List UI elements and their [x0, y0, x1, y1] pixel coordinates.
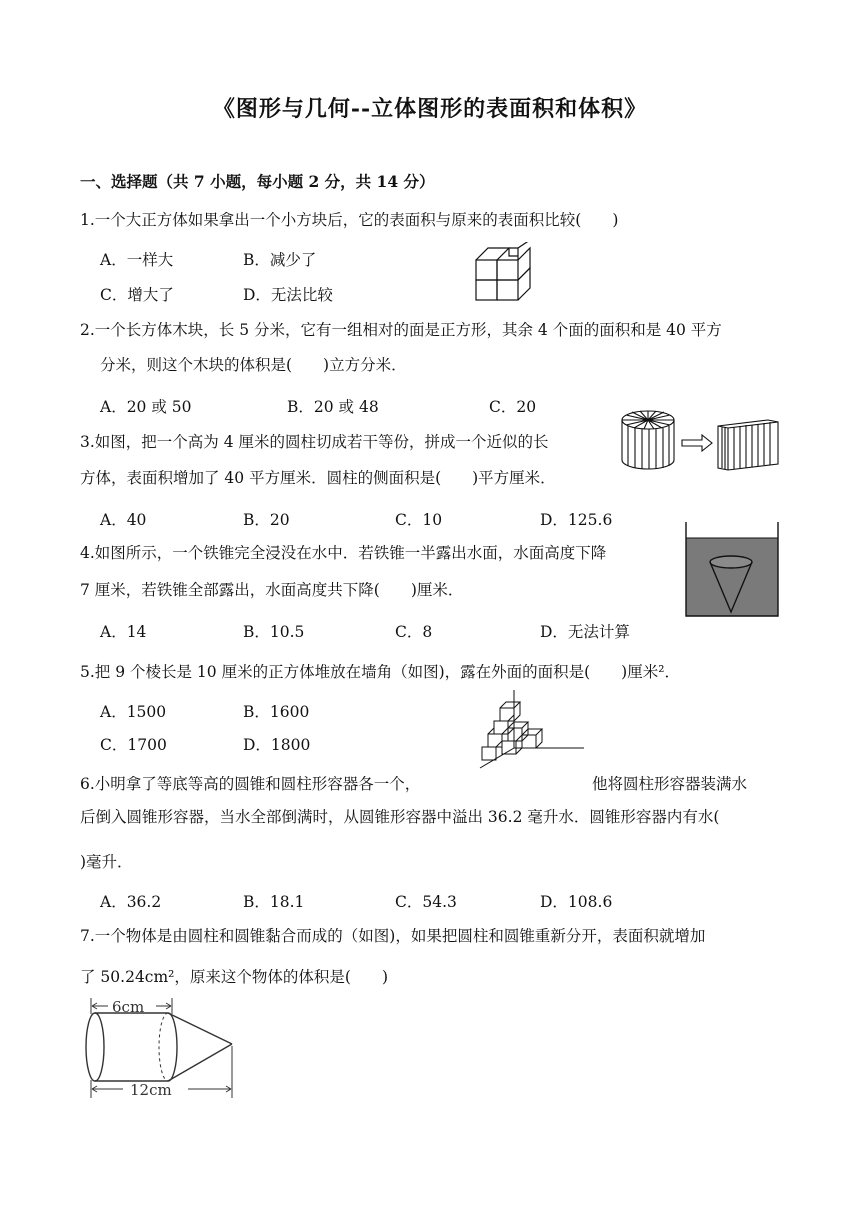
- q6-option-c[interactable]: C．54.3: [395, 893, 457, 911]
- question-4-line-2: 7 厘米，若铁锥全部露出，水面高度共下降( )厘米．: [80, 581, 464, 599]
- q4-option-c[interactable]: C．8: [395, 623, 433, 641]
- question-3-line-2: 方体，表面积增加了 40 平方厘米．圆柱的侧面积是( )平方厘米．: [80, 469, 556, 487]
- question-7-line-2: 了 50.24cm²，原来这个物体的体积是( ): [80, 968, 388, 986]
- stacked-cubes-corner-figure: [474, 688, 586, 770]
- question-2-line-2: 分米，则这个木块的体积是( )立方分米．: [100, 356, 407, 374]
- q5-option-c[interactable]: C．1700: [100, 736, 167, 754]
- page-title: 《图形与几何--立体图形的表面积和体积》: [212, 96, 648, 122]
- q2-option-b[interactable]: B．20 或 48: [287, 398, 379, 416]
- q1-option-b[interactable]: B．减少了: [243, 251, 317, 269]
- q1-option-c[interactable]: C．增大了: [100, 286, 174, 304]
- q4-option-d[interactable]: D．无法计算: [540, 623, 630, 641]
- question-6-line-2: 后倒入圆锥形容器，当水全部倒满时，从圆锥形容器中溢出 36.2 毫升水．圆锥形容器内有水(: [80, 808, 720, 826]
- q4-option-a[interactable]: A．14: [100, 623, 147, 641]
- q5-option-a[interactable]: A．1500: [100, 703, 167, 721]
- q1-option-d[interactable]: D．无法比较: [243, 286, 333, 304]
- q6-option-a[interactable]: A．36.2: [100, 893, 162, 911]
- question-1-text: 1.一个大正方体如果拿出一个小方块后，它的表面积与原来的表面积比较( ): [80, 211, 619, 229]
- q5-option-d[interactable]: D．1800: [243, 736, 311, 754]
- question-4-line-1: 4.如图所示，一个铁锥完全浸没在水中．若铁锥一半露出水面，水面高度下降: [80, 544, 607, 562]
- question-7-line-1: 7.一个物体是由圆柱和圆锥黏合而成的（如图)，如果把圆柱和圆锥重新分开，表面积就增加: [80, 927, 706, 945]
- question-6-line-1b: 他将圆柱形容器装满水: [592, 775, 748, 793]
- cylinder-to-cuboid-figure: [618, 406, 784, 474]
- question-5-text: 5.把 9 个棱长是 10 厘米的正方体堆放在墙角（如图)，露在外面的面积是( )厘米²．: [80, 663, 680, 681]
- question-3-line-1: 3.如图，把一个高为 4 厘米的圆柱切成若干等份，拼成一个近似的长: [80, 433, 549, 451]
- cone-in-water-figure: [683, 520, 783, 618]
- q3-option-b[interactable]: B．20: [243, 511, 290, 529]
- q3-option-c[interactable]: C．10: [395, 511, 443, 529]
- cylinder-cone-figure: [78, 994, 246, 1100]
- question-2-line-1: 2.一个长方体木块，长 5 分米，它有一组相对的面是正方形，其余 4 个面的面积和是 40 平方: [80, 321, 722, 339]
- q6-option-d[interactable]: D．108.6: [540, 893, 613, 911]
- q3-option-d[interactable]: D．125.6: [540, 511, 613, 529]
- q2-option-c[interactable]: C．20: [489, 398, 537, 416]
- cube-missing-block-figure: [472, 242, 542, 302]
- q6-option-b[interactable]: B．18.1: [243, 893, 305, 911]
- q5-option-b[interactable]: B．1600: [243, 703, 310, 721]
- question-6-line-3: )毫升．: [80, 853, 133, 871]
- label-6cm: 6cm: [112, 998, 145, 1016]
- section-heading: 一、选择题（共 7 小题，每小题 2 分，共 14 分）: [80, 172, 435, 191]
- q1-option-a[interactable]: A．一样大: [100, 251, 174, 269]
- q2-option-a[interactable]: A．20 或 50: [100, 398, 192, 416]
- question-6-line-1a: 6.小明拿了等底等高的圆锥和圆柱形容器各一个，: [80, 775, 421, 793]
- q3-option-a[interactable]: A．40: [100, 511, 147, 529]
- q4-option-b[interactable]: B．10.5: [243, 623, 305, 641]
- label-12cm: 12cm: [130, 1081, 172, 1099]
